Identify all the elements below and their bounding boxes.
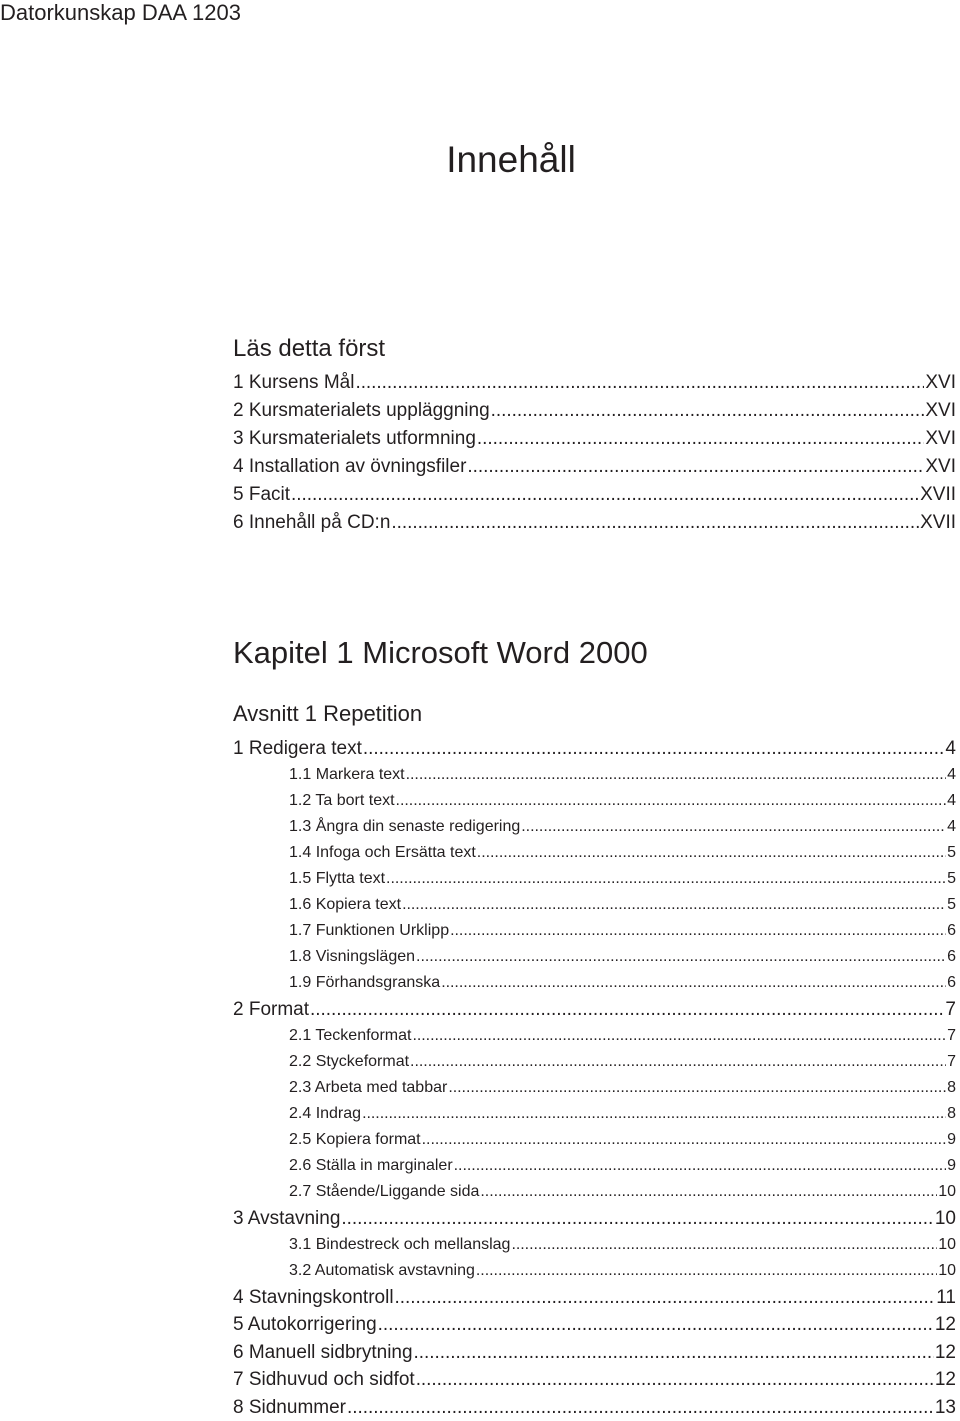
dot-leader [391,509,919,537]
toc-entry-label: 1.6 Kopiera text [289,896,402,914]
toc-subentry[interactable] [233,866,956,892]
toc-subentry[interactable] [233,840,956,866]
toc-subentry[interactable] [233,814,956,840]
toc-entry-page: 13 [934,1396,956,1418]
dot-leader [386,866,946,892]
toc-entry-label: 2.7 Stående/Liggande sida [289,1182,480,1200]
toc-entry-label: 3 Kursmaterialets utformning [233,428,476,449]
dot-leader [310,996,944,1023]
toc-entry-page: 10 [938,1236,956,1254]
dot-leader [491,397,925,425]
toc-entry-page: 10 [938,1182,956,1200]
toc-entry-page: 4 [947,792,956,810]
toc-entry[interactable] [233,1205,956,1232]
toc-entry-label: 5 Facit [233,484,291,505]
dot-leader [416,1366,934,1393]
toc-entry-page: 12 [934,1369,956,1391]
dot-leader [450,918,946,944]
toc-entry-page: XVII [920,484,956,505]
toc-entry-label: 4 Stavningskontroll [233,1287,394,1309]
toc-entry[interactable] [233,996,956,1023]
dot-leader [477,425,924,453]
toc-entry-page: 5 [947,844,956,862]
toc-entry[interactable] [233,1311,956,1338]
toc-entry-label: 1.3 Ångra din senaste redigering [289,818,521,836]
dot-leader [412,1023,946,1049]
dot-leader [521,814,946,840]
preface-section [233,335,956,537]
toc-entry[interactable] [233,1284,956,1311]
dot-leader [291,481,919,509]
dot-leader [454,1153,946,1179]
dot-leader [362,1101,946,1127]
toc-entry-page: 6 [947,947,956,965]
toc-entry-page: 7 [947,1027,956,1045]
toc-entry-label: 2.3 Arbeta med tabbar [289,1079,448,1097]
toc-entry-page: 5 [947,896,956,914]
toc-subentry[interactable] [233,788,956,814]
toc-entry-label: 2.4 Indrag [289,1105,362,1123]
toc-entry-label: 3.1 Bindestreck och mellanslag [289,1236,511,1254]
dot-leader [341,1205,933,1232]
toc-entry-label: 1.5 Flytta text [289,870,386,888]
toc-entry[interactable] [233,1366,956,1393]
toc-entry[interactable] [233,735,956,762]
toc-subentry[interactable] [233,1023,956,1049]
toc-entry-page: 12 [934,1341,956,1363]
toc-entry-label: 1.7 Funktionen Urklipp [289,922,450,940]
toc-entry[interactable] [233,453,956,481]
toc-entry-label: 2 Kursmaterialets uppläggning [233,400,490,421]
toc-subentry[interactable] [233,1153,956,1179]
dot-leader [378,1311,934,1338]
toc-entry-label: 4 Installation av övningsfiler [233,456,467,477]
dot-leader [396,788,947,814]
toc-entry-page: 6 [947,973,956,991]
toc-entry[interactable] [233,509,956,537]
toc-entry-label: 2.5 Kopiera format [289,1130,421,1148]
dot-leader [467,453,924,481]
part-heading: Avsnitt 1 Repetition [233,701,423,726]
toc-entry-page: 7 [947,1053,956,1071]
toc-entry-label: 3 Avstavning [233,1207,341,1229]
toc-entry[interactable] [233,369,956,397]
toc-subentry[interactable] [233,1049,956,1075]
dot-leader [406,762,946,788]
chapter-heading: Kapitel 1 Microsoft Word 2000 [233,635,648,670]
toc-entry-label: 1.9 Förhandsgranska [289,973,441,991]
toc-entry-page: 12 [934,1314,956,1336]
toc-subentry[interactable] [233,970,956,996]
chapter-section [233,635,956,1421]
toc-entry-label: 6 Innehåll på CD:n [233,512,391,533]
toc-entry-label: 1.1 Markera text [289,766,405,784]
toc-entry-label: 1.2 Ta bort text [289,792,395,810]
dot-leader [410,1049,946,1075]
toc-entry-page: 8 [947,1105,956,1123]
dot-leader [480,1179,937,1205]
toc-entry-page: 9 [947,1130,956,1148]
toc-entry-page: XVI [925,400,956,421]
toc-entry-label: 1.8 Visningslägen [289,947,416,965]
dot-leader [395,1284,936,1311]
dot-leader [416,944,946,970]
preface-heading: Läs detta först [233,335,386,362]
toc-entry-page: XVI [925,456,956,477]
toc-subentry[interactable] [233,1258,956,1284]
toc-entry-label: 6 Manuell sidbrytning [233,1341,413,1363]
toc-entry-label: 1 Redigera text [233,738,362,759]
toc-subentry[interactable] [233,1101,956,1127]
toc-entry-page: 10 [938,1262,956,1280]
toc-entry-page: 9 [947,1156,956,1174]
toc-entry[interactable] [233,1339,956,1366]
toc-subentry[interactable] [233,762,956,788]
dot-leader [402,892,946,918]
dot-leader [414,1339,934,1366]
toc-entry-label: 1.4 Infoga och Ersätta text [289,844,476,862]
dot-leader [422,1127,946,1153]
toc-entry-page: 8 [947,1079,956,1097]
toc-entry[interactable] [233,397,956,425]
toc-entry[interactable] [233,425,956,453]
toc-entry-label: 5 Autokorrigering [233,1314,377,1336]
toc-entry-label: 3.2 Automatisk avstavning [289,1262,475,1280]
toc-entry-label: 2 Format [233,998,310,1020]
toc-entry-label: 8 Sidnummer [233,1396,346,1418]
toc-entry-page: 5 [947,870,956,888]
toc-entry-label: 1 Kursens Mål [233,372,355,393]
dot-leader [448,1075,946,1101]
toc-subentry[interactable] [233,944,956,970]
toc-entry-page: 4 [947,818,956,836]
dot-leader [511,1232,937,1258]
toc-entry-page: 11 [936,1287,956,1309]
toc-entry-page: 4 [947,766,956,784]
toc-entry[interactable] [233,1394,956,1421]
toc-entry[interactable] [233,481,956,509]
dot-leader [476,1258,937,1284]
dot-leader [441,970,946,996]
toc-entry-page: XVII [920,512,956,533]
dot-leader [347,1394,934,1421]
toc-entry-page: XVI [925,372,956,393]
toc-subentry[interactable] [233,1075,956,1101]
toc-entry-page: XVI [925,428,956,449]
toc-entry-label: 2.2 Styckeformat [289,1053,410,1071]
toc-subentry[interactable] [233,918,956,944]
toc-entry-label: 2.6 Ställa in marginaler [289,1156,453,1174]
dot-leader [363,735,945,762]
dot-leader [355,369,924,397]
toc-entry-page: 10 [934,1207,956,1229]
toc-subentry[interactable] [233,1232,956,1258]
toc-subentry[interactable] [233,1179,956,1205]
page-title: Innehåll [446,139,576,180]
toc-subentry[interactable] [233,892,956,918]
toc-entry-label: 7 Sidhuvud och sidfot [233,1369,415,1391]
dot-leader [477,840,946,866]
toc-entry-page: 4 [945,738,956,759]
toc-entry-page: 6 [947,922,956,940]
running-header: Datorkunskap DAA 1203 [0,0,241,25]
toc-entry-label: 2.1 Teckenformat [289,1027,412,1045]
toc-subentry[interactable] [233,1127,956,1153]
toc-entry-page: 7 [945,998,956,1020]
